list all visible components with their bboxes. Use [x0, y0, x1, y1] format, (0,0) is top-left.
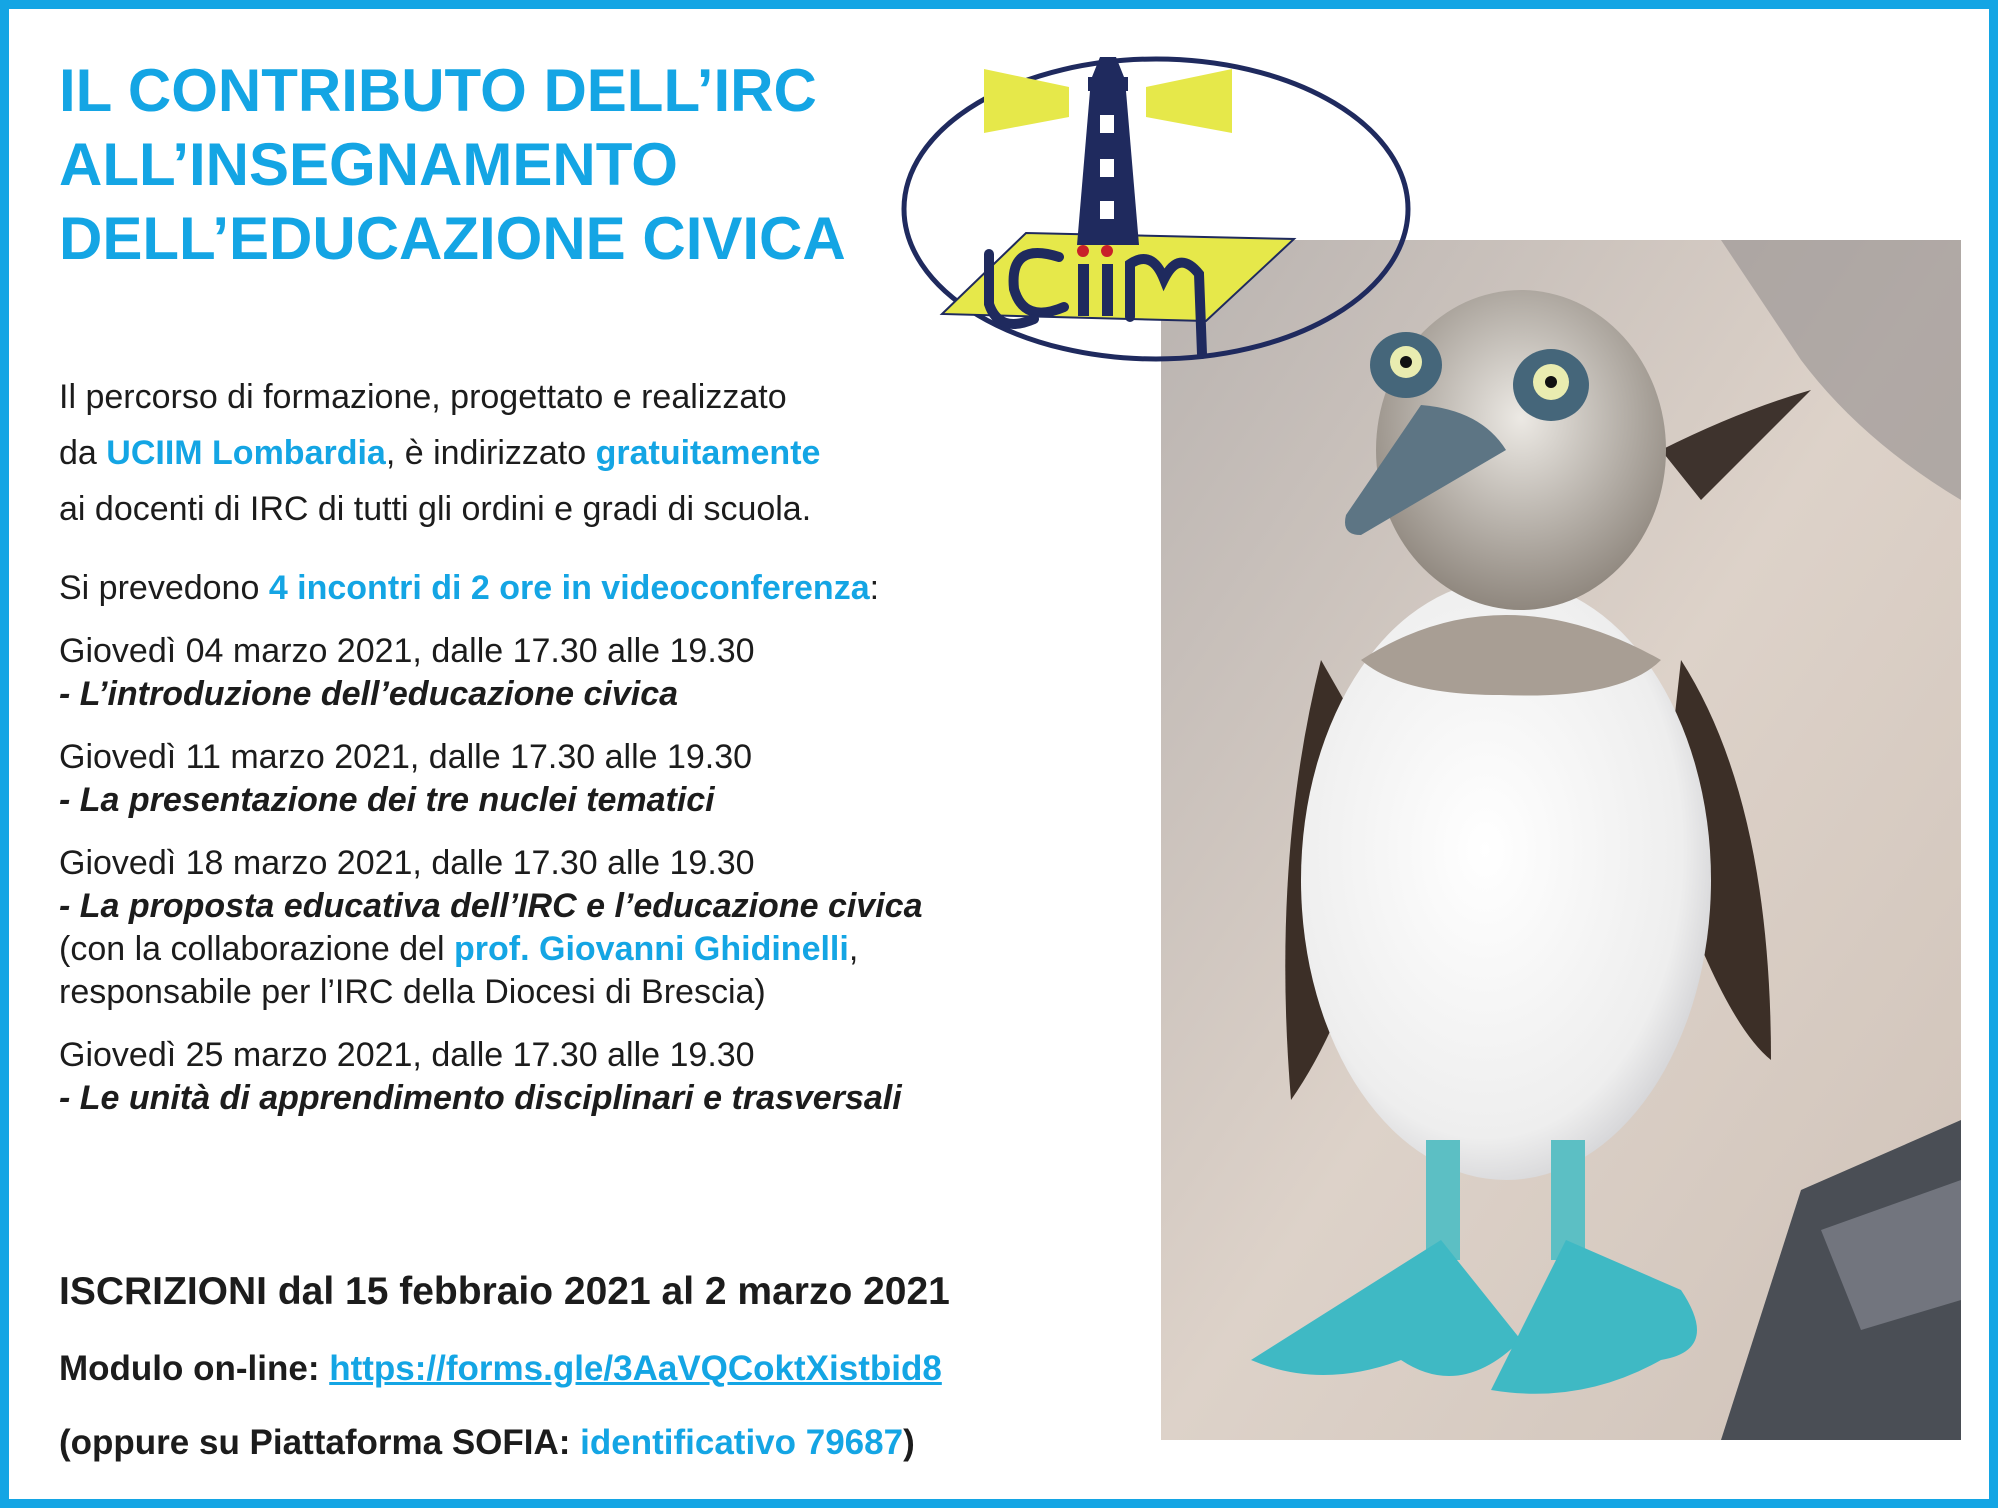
sofia-line	[59, 1419, 915, 1467]
lead-text: Si prevedono	[59, 569, 269, 607]
lighthouse-icon	[1077, 57, 1139, 245]
form-link[interactable]: https://forms.gle/3AaVQCoktXistbid8	[329, 1349, 942, 1388]
intro-line-text: Il percorso di formazione, progettato e realizzato	[59, 378, 787, 416]
uciim-logo	[894, 49, 1419, 369]
meeting-item	[59, 736, 922, 822]
meeting-item	[59, 630, 922, 716]
meeting-item	[59, 842, 922, 1014]
speaker-name: prof. Giovanni Ghidinelli	[454, 930, 849, 968]
meeting-topic: - La presentazione dei tre nuclei tematici	[59, 781, 715, 819]
schedule	[59, 567, 922, 1140]
meeting-date: Giovedì 18 marzo 2021, dalle 17.30 alle 19.30	[59, 844, 755, 882]
registration-period: ISCRIZIONI dal 15 febbraio 2021 al 2 marzo 2021	[59, 1270, 950, 1313]
intro-line	[59, 425, 820, 481]
intro-line-text: da	[59, 434, 107, 472]
sofia-id: identificativo 79687	[580, 1423, 904, 1462]
org-name: UCIIM Lombardia	[106, 434, 386, 472]
meetings-highlight: 4 incontri di 2 ore in videoconferenza	[268, 569, 870, 607]
intro-line	[59, 481, 820, 537]
form-label: Modulo on-line:	[59, 1349, 330, 1388]
meeting-note	[59, 928, 922, 971]
meeting-topic: - La proposta educativa dell’IRC e l’educazione civica	[59, 887, 923, 925]
title-line: IL CONTRIBUTO DELL’IRC	[59, 57, 817, 124]
free-highlight: gratuitamente	[595, 434, 821, 472]
intro-line	[59, 369, 820, 425]
meeting-date: Giovedì 11 marzo 2021, dalle 17.30 alle 19.30	[59, 738, 753, 776]
intro-line-text: ai docenti di IRC di tutti gli ordini e gradi di scuola.	[59, 490, 812, 528]
title-line: DELL’EDUCAZIONE CIVICA	[59, 205, 846, 272]
meeting-item	[59, 1034, 922, 1120]
note-text: ,	[848, 930, 859, 968]
intro-text	[59, 369, 820, 537]
meeting-note: responsabile per l’IRC della Diocesi di Brescia)	[59, 973, 766, 1011]
lead-text: :	[869, 569, 880, 607]
meeting-topic: - Le unità di apprendimento disciplinari e trasversali	[59, 1079, 902, 1117]
form-line	[59, 1345, 942, 1393]
intro-line-text: , è indirizzato	[385, 434, 596, 472]
meeting-date: Giovedì 04 marzo 2021, dalle 17.30 alle 19.30	[59, 632, 755, 670]
note-text: (con la collaborazione del	[59, 930, 455, 968]
schedule-lead	[59, 567, 922, 610]
sofia-text: (oppure su Piattaforma SOFIA:	[59, 1423, 581, 1462]
meeting-topic: - L’introduzione dell’educazione civica	[59, 675, 679, 713]
bird-photo	[1161, 240, 1961, 1440]
sofia-text: )	[903, 1423, 915, 1462]
title-line: ALL’INSEGNAMENTO	[59, 131, 678, 198]
meeting-date: Giovedì 25 marzo 2021, dalle 17.30 alle 19.30	[59, 1036, 755, 1074]
flyer-title	[59, 54, 846, 276]
